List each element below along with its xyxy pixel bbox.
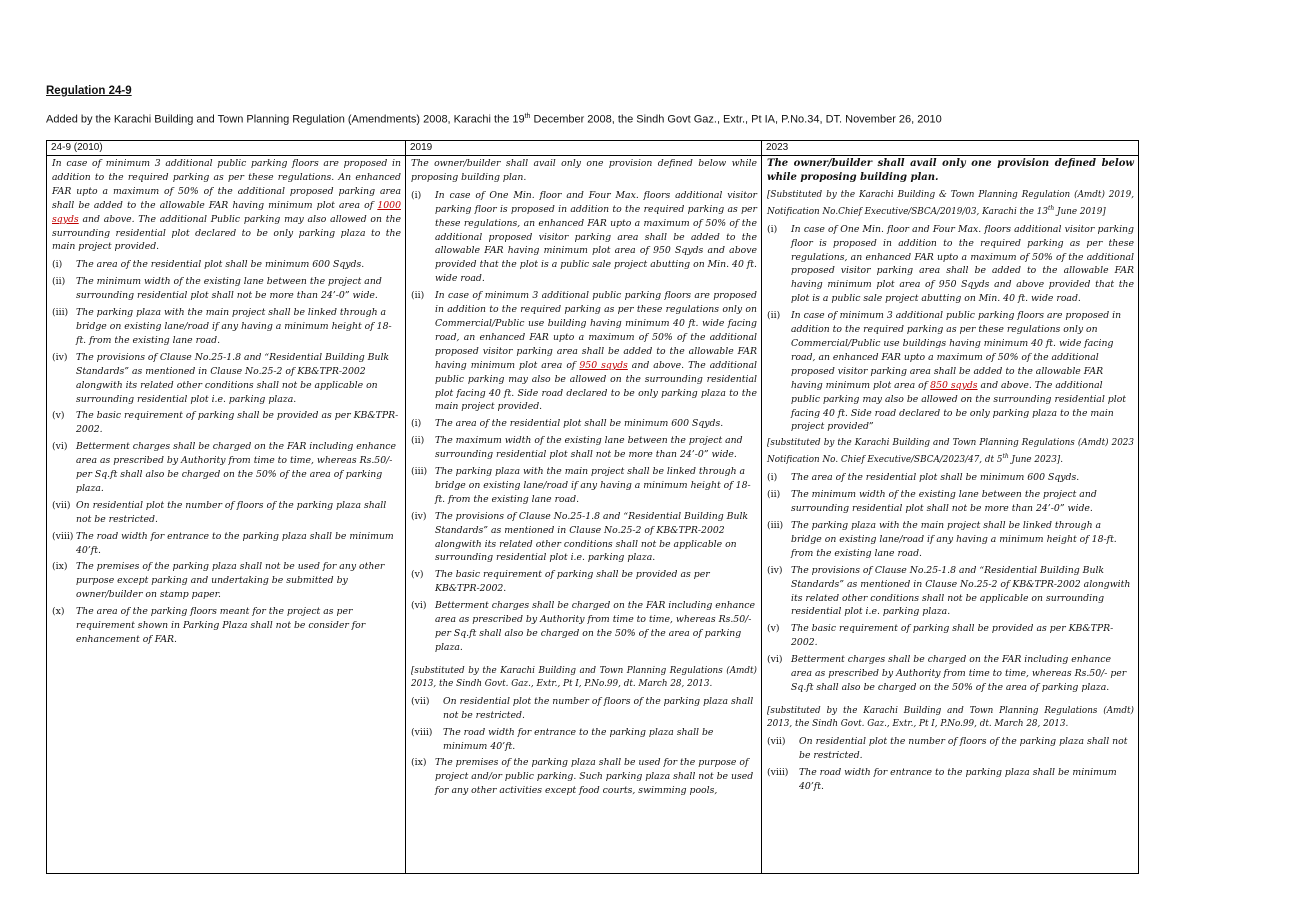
item-text-part: In case of minimum 3 additional public parking floors are proposed in addition to the required parking as per these regulations only on Commercial/Public use building having minimum 40 ft. wide facing road, an enhanced FAR upto a maximum of 50% of the additional proposed visitor parking area shall be added to the allowable FAR having minimum plot area of — [435, 290, 757, 371]
list-item — [767, 309, 1134, 434]
item-text-end: and above. The additional public parking may also be allowed on the surrounding residential plot facing 40 ft. Side road declared to be only parking plaza to the main project provided” — [791, 379, 1127, 433]
item-text: The maximum width of the existing lane between the project and surrounding residential plot shall not be more than 24’-0” wide. — [435, 435, 743, 461]
item-number: (v) — [767, 623, 780, 635]
item-number: (ii) — [411, 435, 425, 447]
item-number: (v) — [52, 410, 65, 422]
item-number: (iv) — [411, 510, 427, 522]
item-text: The area of the residential plot shall be minimum 600 Sqyds. — [76, 259, 365, 271]
substitution-note: [substituted by the Karachi Building and Town Planning Regulations (Amdt) 2013, the Sindh Govt. Gaz., Extr., Pt I, P.No.99, dt. March 28, 2013. — [411, 665, 757, 689]
subtitle-text: Added by the Karachi Building and Town Planning Regulation (Amendments) 2008, Karachi the 19 — [46, 113, 525, 126]
list-item — [52, 440, 401, 496]
item-number: (ii) — [52, 276, 66, 288]
item-number: (vii) — [411, 695, 430, 707]
item-number: (ii) — [767, 489, 781, 501]
item-text — [791, 309, 1134, 434]
item-text: The premises of the parking plaza shall not be used for any other purpose except parking and undertaking be submitted by owner/builder on stamp paper. — [76, 561, 385, 601]
column-2010 — [47, 141, 406, 873]
item-text-part: In case of minimum 3 additional public parking floors are proposed in addition to the required parking as per these regulations only on Commercial/Public use buildings having minimum 40 ft. wide facing road, an enhanced FAR upto a maximum of 50% of the additional proposed visitor parking area shall be added to the allowable FAR having minimum plot area of — [791, 310, 1122, 391]
item-text — [435, 289, 757, 414]
intro-text-end: and above. The additional Public parking may also allowed on the surrounding residential plot declared to be only parking plaza to the main project provided. — [52, 213, 401, 253]
item-number: (viii) — [767, 766, 789, 778]
list-item — [52, 530, 401, 558]
substitution-note: [substituted by the Karachi Building and Town Planning Regulations (Amdt) 2013, the Sindh Govt. Gaz., Extr., Pt I, P.No.99, dt. March 28, 2013. — [767, 705, 1134, 729]
item-text: The basic requirement of parking shall be provided as per KB&TPR-2002. — [791, 623, 1114, 649]
column-body — [47, 156, 405, 647]
item-number: (vi) — [411, 600, 427, 612]
item-text: On residential plot the number of floors of the parking plaza shall not be restricted. — [799, 735, 1128, 761]
item-number: (i) — [767, 472, 778, 484]
column-header: 2023 — [762, 141, 1138, 156]
item-text: The parking plaza with the main project shall be linked through a bridge on existing lane/road if any having a minimum height of 18-ft. from the existing lane road. — [76, 307, 392, 346]
column-header: 24-9 (2010) — [47, 141, 405, 156]
column-2023 — [762, 141, 1138, 873]
item-text: On residential plot the number of floors of the parking plaza shall not be restricted. — [443, 695, 754, 721]
item-number: (vi) — [52, 441, 68, 453]
list-item — [52, 306, 401, 348]
item-text: The basic requirement of parking shall be provided as per KB&TPR-2002. — [76, 410, 399, 436]
list-item — [767, 519, 1134, 561]
highlighted-area: 850 sqyds — [930, 379, 978, 391]
intro-paragraph: The owner/builder shall avail only one provision defined below while proposing building plan. — [767, 158, 1134, 183]
item-text: The parking plaza with the main project shall be linked through a bridge on existing lane/road if any having a minimum height of 18-ft. from the existing lane road. — [791, 519, 1117, 559]
list-item — [52, 275, 401, 303]
item-number: (iv) — [767, 564, 783, 576]
intro-paragraph: The owner/builder shall avail only one provision defined below while proposing building plan. — [411, 158, 757, 183]
item-text: The area of the parking floors meant for the project as per requirement shown in Parking Plaza shall not be consider for enhancement of FAR. — [76, 606, 366, 645]
list-item — [52, 605, 401, 647]
list-item — [767, 735, 1134, 763]
list-item — [411, 465, 757, 507]
list-item — [52, 409, 401, 437]
item-text: In case of One Min. floor and Four Max. floors additional visitor parking floor is proposed in addition to the required parking as per these regulations, an enhanced FAR upto a maximum of 50% of the additional proposed visitor parking area shall be added to the allowable FAR having minimum plot area of 950 Sqyds and above provided that the plot is a public sale project abutting on Min. 40 ft. wide road. — [435, 189, 757, 285]
list-item — [52, 560, 401, 602]
item-text: The minimum width of the existing lane between the project and surrounding residential plot shall not be more than 24’-0” wide. — [76, 276, 382, 302]
column-2019 — [406, 141, 762, 873]
list-item — [411, 289, 757, 414]
item-number: (i) — [52, 259, 63, 271]
list-item — [411, 189, 757, 286]
list-item — [411, 434, 757, 462]
list-item — [411, 568, 757, 596]
highlighted-area: 1000 sqyds — [52, 199, 401, 225]
regulation-table — [46, 140, 1139, 874]
item-number: (viii) — [411, 726, 433, 738]
list-item — [767, 653, 1134, 695]
item-text: In case of One Min. floor and Four Max. floors additional visitor parking floor is proposed in addition to the required parking as per these regulations, an enhanced FAR upto a maximum of 50% of the additional proposed visitor parking area shall be added to the allowable FAR having minimum plot area of 950 Sqyds and above provided that the plot is a public sale project abutting on Min. 40 ft. wide road. — [791, 223, 1134, 305]
item-number: (ix) — [52, 561, 68, 573]
item-text: The road width for entrance to the parking plaza shall be minimum 40’ft. — [799, 766, 1117, 792]
intro-paragraph — [52, 157, 401, 254]
list-item — [767, 488, 1134, 516]
item-text: The provisions of Clause No.25-1.8 and “Residential Building Bulk Standards” as mentioned in Clause No.25-2 of KB&TPR-2002 alongwith its related other conditions shall not be applicable on surrounding residential plot i.e. parking plaza. — [791, 564, 1131, 618]
item-number: (ii) — [411, 290, 425, 302]
item-text: The area of the residential plot shall be minimum 600 Sqyds. — [435, 418, 724, 430]
regulation-subtitle — [46, 113, 942, 126]
item-text: The area of the residential plot shall be minimum 600 Sqyds. — [791, 472, 1080, 484]
list-item — [52, 351, 401, 407]
list-item — [411, 756, 757, 798]
item-text: On residential plot the number of floors of the parking plaza shall not be restricted. — [76, 499, 387, 525]
item-text: The premises of the parking plaza shall be used for the purpose of project and/or public parking. Such parking plaza shall not be used for any other activities except food courts, swimming pools, — [435, 757, 754, 797]
list-item — [767, 564, 1134, 620]
note-text: [substituted by the Karachi Building and Town Planning Regulations (Amdt) 2023 Notification No. Chief Executive/SBCA/2023/47, dt 5 — [767, 438, 1134, 466]
intro-text: In case of minimum 3 additional public parking floors are proposed in addition to the required parking as per these regulations. An enhanced FAR upto a maximum of 50% of the additional proposed parking area shall be added to the allowable FAR having minimum plot area of — [52, 158, 401, 211]
item-number: (ix) — [411, 757, 427, 769]
item-number: (v) — [411, 569, 424, 581]
item-number: (iv) — [52, 351, 68, 363]
item-number: (vi) — [767, 654, 783, 666]
item-text-end: and above. The additional public parking may also be allowed on the surrounding residential plot facing 40 ft. Side road declared to be only parking plaza to the main project provided. — [435, 359, 757, 413]
list-item — [52, 258, 401, 272]
item-text: The parking plaza with the main project shall be linked through a bridge on existing lane/road if any having a minimum height of 18-ft. from the existing lane road. — [435, 466, 751, 505]
item-number: (vii) — [52, 499, 71, 511]
item-text: The minimum width of the existing lane between the project and surrounding residential plot shall not be more than 24’-0” wide. — [791, 489, 1097, 515]
column-header: 2019 — [406, 141, 761, 156]
item-number: (iii) — [52, 307, 69, 319]
item-number: (viii) — [52, 530, 74, 542]
item-number: (vii) — [767, 735, 786, 747]
item-text: The provisions of Clause No.25-1.8 and “Residential Building Bulk Standards” as mentioned in Clause No.25-2 of KB&TPR-2002 alongwith its related other conditions shall not be applicable on surrounding residential plot i.e. parking plaza. — [435, 510, 749, 564]
regulation-heading: Regulation 24-9 — [46, 85, 132, 97]
item-text: The road width for entrance to the parking plaza shall be minimum 40’ft. — [76, 530, 394, 556]
list-item — [411, 695, 757, 723]
list-item — [767, 622, 1134, 650]
list-item — [767, 223, 1134, 306]
column-body — [406, 156, 761, 798]
item-text: The road width for entrance to the parking plaza shall be minimum 40’ft. — [443, 726, 714, 752]
note-text: [Substituted by the Karachi Building & Town Planning Regulation (Amdt) 2019, Notification No.Chief Executive/SBCA/2019/03, Karachi the 13 — [767, 189, 1134, 217]
item-number: (iii) — [767, 519, 784, 531]
item-text: Betterment charges shall be charged on the FAR including enhance area as prescribed by Authority from time to time, whereas Rs.50/- per Sq.ft shall also be charged on the 50% of the area of parking plaza. — [791, 654, 1127, 693]
column-body — [762, 156, 1138, 793]
subtitle-text-end: December 2008, the Sindh Govt Gaz., Extr., Pt IA, P.No.34, DT. November 26, 2010 — [530, 113, 942, 126]
substitution-note — [767, 189, 1134, 219]
note-sup: th — [1047, 204, 1055, 212]
list-item — [411, 510, 757, 566]
item-number: (iii) — [411, 466, 428, 478]
item-text: Betterment charges shall be charged on the FAR including enhance area as prescribed by Authority from time to time, whereas Rs.50/- per Sq.ft shall also be charged on the 50% of the area of parking plaza. — [435, 600, 755, 653]
item-text: Betterment charges shall be charged on the FAR including enhance area as prescribed by Authority from time to time, whereas Rs.50/- per Sq.ft shall also be charged on the 50% of the area of parking plaza. — [76, 441, 396, 494]
item-number: (i) — [767, 223, 778, 235]
list-item — [411, 417, 757, 431]
list-item — [52, 499, 401, 527]
item-text: The provisions of Clause No.25-1.8 and “Residential Building Bulk Standards” as mentioned in Clause No.25-2 of KB&TPR-2002 alongwith its related other conditions shall not be applicable on surrounding residential plot i.e. parking plaza. — [76, 351, 390, 405]
item-text: The basic requirement of parking shall be provided as per KB&TPR-2002. — [435, 569, 710, 595]
item-number: (x) — [52, 606, 65, 618]
note-text-end: June 2023]. — [1008, 455, 1064, 466]
subtitle-sup: th — [524, 113, 531, 120]
item-number: (ii) — [767, 310, 781, 322]
item-number: (i) — [411, 418, 422, 430]
item-number: (i) — [411, 189, 422, 201]
list-item — [767, 471, 1134, 485]
list-item — [411, 599, 757, 655]
highlighted-area: 950 sqyds — [579, 359, 628, 371]
list-item — [767, 766, 1134, 794]
substitution-note — [767, 437, 1134, 467]
note-sup: th — [1002, 453, 1009, 461]
note-text-end: June 2019] — [1054, 206, 1106, 217]
list-item — [411, 726, 757, 754]
